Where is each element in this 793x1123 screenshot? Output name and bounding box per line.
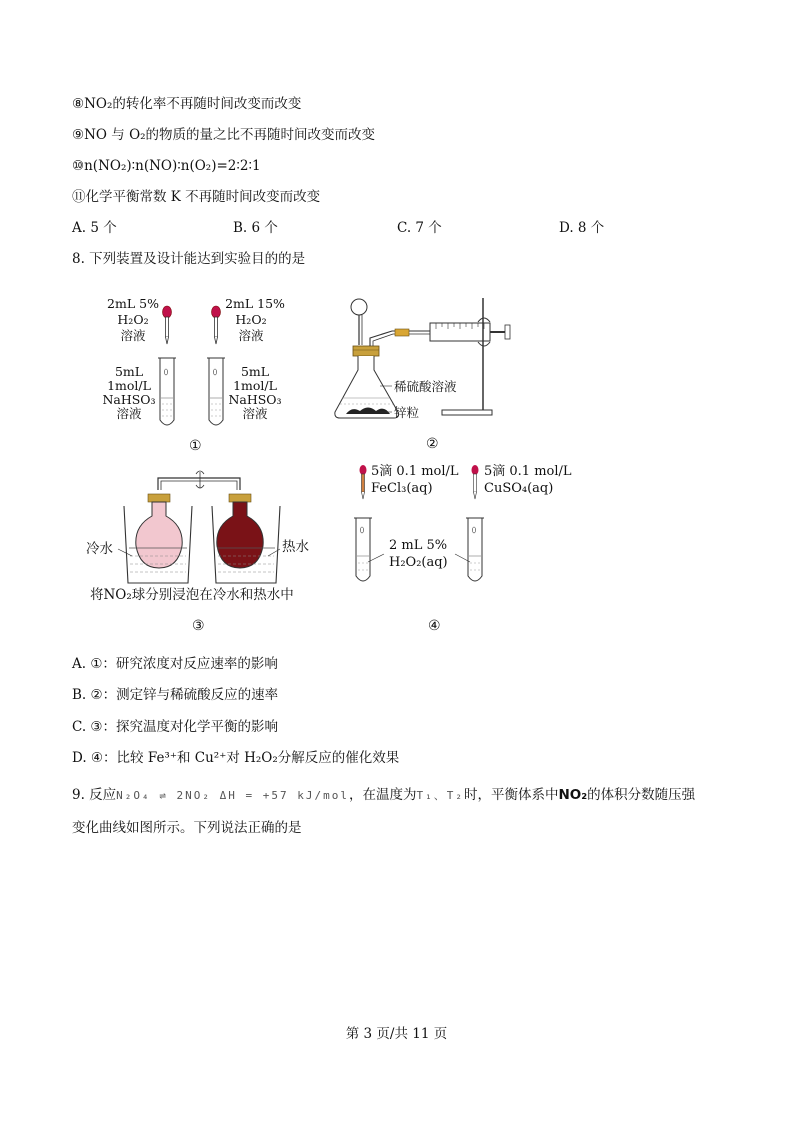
q7-option-d: D. 8 个 <box>559 220 605 236</box>
fig1-drop2-line1: 2mL 15% <box>225 296 285 311</box>
fig1-tube1-line4: 溶液 <box>116 406 142 421</box>
q9-no2: NO₂ <box>558 787 588 803</box>
q9-stem-line1 <box>72 786 695 805</box>
page-footer: 第 3 页/共 11 页 <box>345 1026 448 1042</box>
fig4-dropper-cuso4 <box>472 465 479 499</box>
fig4-test-tube-1 <box>354 518 372 581</box>
fig1-tube2-line2: 1mol/L <box>233 378 277 393</box>
q8-stem: 8. 下列装置及设计能达到实验目的的是 <box>72 251 306 267</box>
q9-prefix: 9. 反应 <box>72 787 117 803</box>
fig1-number: ① <box>189 438 202 454</box>
fig4-h2o2-line2: H₂O₂(aq) <box>389 555 448 570</box>
fig1-tube2-line3: NaHSO₃ <box>228 392 282 407</box>
fig1-tube1-line1: 5mL <box>114 364 144 379</box>
q8-option-b: B. ②：测定锌与稀硫酸反应的速率 <box>72 687 279 703</box>
q9-mid2: 时，平衡体系中 <box>463 787 559 803</box>
q8-option-c: C. ③：探究温度对化学平衡的影响 <box>72 719 279 735</box>
item-11-mark: ⑪ <box>72 189 86 205</box>
q7-option-a: A. 5 个 <box>72 220 117 236</box>
q9-equation: N₂O₄ ⇌ 2NO₂ ΔH = +57 kJ/mol <box>116 789 349 802</box>
q7-option-c: C. 7 个 <box>397 220 442 236</box>
fig1-drop2-line3: 溶液 <box>238 328 264 343</box>
fig2-acid-label: 稀硫酸溶液 <box>394 379 457 394</box>
q7-option-b: B. 6 个 <box>233 220 278 236</box>
fig4-number: ④ <box>428 618 441 634</box>
q9-mid: ，在温度为 <box>348 787 417 803</box>
fig2-number: ② <box>426 436 439 452</box>
q8-option-d: D. ④：比较 Fe³⁺和 Cu²⁺对 H₂O₂分解反应的催化效果 <box>72 750 400 766</box>
fig3-caption: 将NO₂球分别浸泡在冷水和热水中 <box>90 587 294 603</box>
fig3-hot-water-label: 热水 <box>282 539 309 555</box>
fig2-zinc-label: 锌粒 <box>394 405 420 420</box>
item-9: ⑨NO 与 O₂的物质的量之比不再随时间改变而改变 <box>72 127 376 143</box>
fig1-drop1-line1: 2mL 5% <box>107 296 159 311</box>
fig4-cuso4-line2: CuSO₄(aq) <box>484 481 554 496</box>
fig4-cuso4-line1: 5滴 0.1 mol/L <box>484 464 572 479</box>
item-10: ⑩n(NO₂)∶n(NO)∶n(O₂)=2∶2∶1 <box>72 158 261 174</box>
item-11-text: 化学平衡常数 K 不再随时间改变而改变 <box>85 189 321 205</box>
fig4-fecl3-line1: 5滴 0.1 mol/L <box>371 464 459 479</box>
fig1-tube2-line4: 溶液 <box>242 406 268 421</box>
fig1-drop1-line2: H₂O₂ <box>117 312 149 327</box>
fig1-tube1-line2: 1mol/L <box>107 378 151 393</box>
q9-stem-line2: 变化曲线如图所示。下列说法正确的是 <box>72 820 302 836</box>
q9-temperatures: T₁、T₂ <box>416 789 464 802</box>
fig1-tube1-line3: NaHSO₃ <box>102 392 156 407</box>
fig4-h2o2-line1: 2 mL 5% <box>389 538 448 553</box>
q9-tail: 的体积分数随压强 <box>587 787 696 803</box>
fig1-tube2-line1: 5mL <box>240 364 270 379</box>
fig4-dropper-fecl3 <box>360 465 367 499</box>
fig4-fecl3-line2: FeCl₃(aq) <box>371 481 433 496</box>
fig3-number: ③ <box>192 618 205 634</box>
q8-option-a: A. ①：研究浓度对反应速率的影响 <box>72 656 278 672</box>
item-8: ⑧NO₂的转化率不再随时间改变而改变 <box>72 96 302 112</box>
fig3-cold-water-label: 冷水 <box>86 541 113 557</box>
fig1-drop1-line3: 溶液 <box>120 328 146 343</box>
fig1-drop2-line2: H₂O₂ <box>235 312 267 327</box>
fig4-test-tube-2 <box>466 518 484 581</box>
